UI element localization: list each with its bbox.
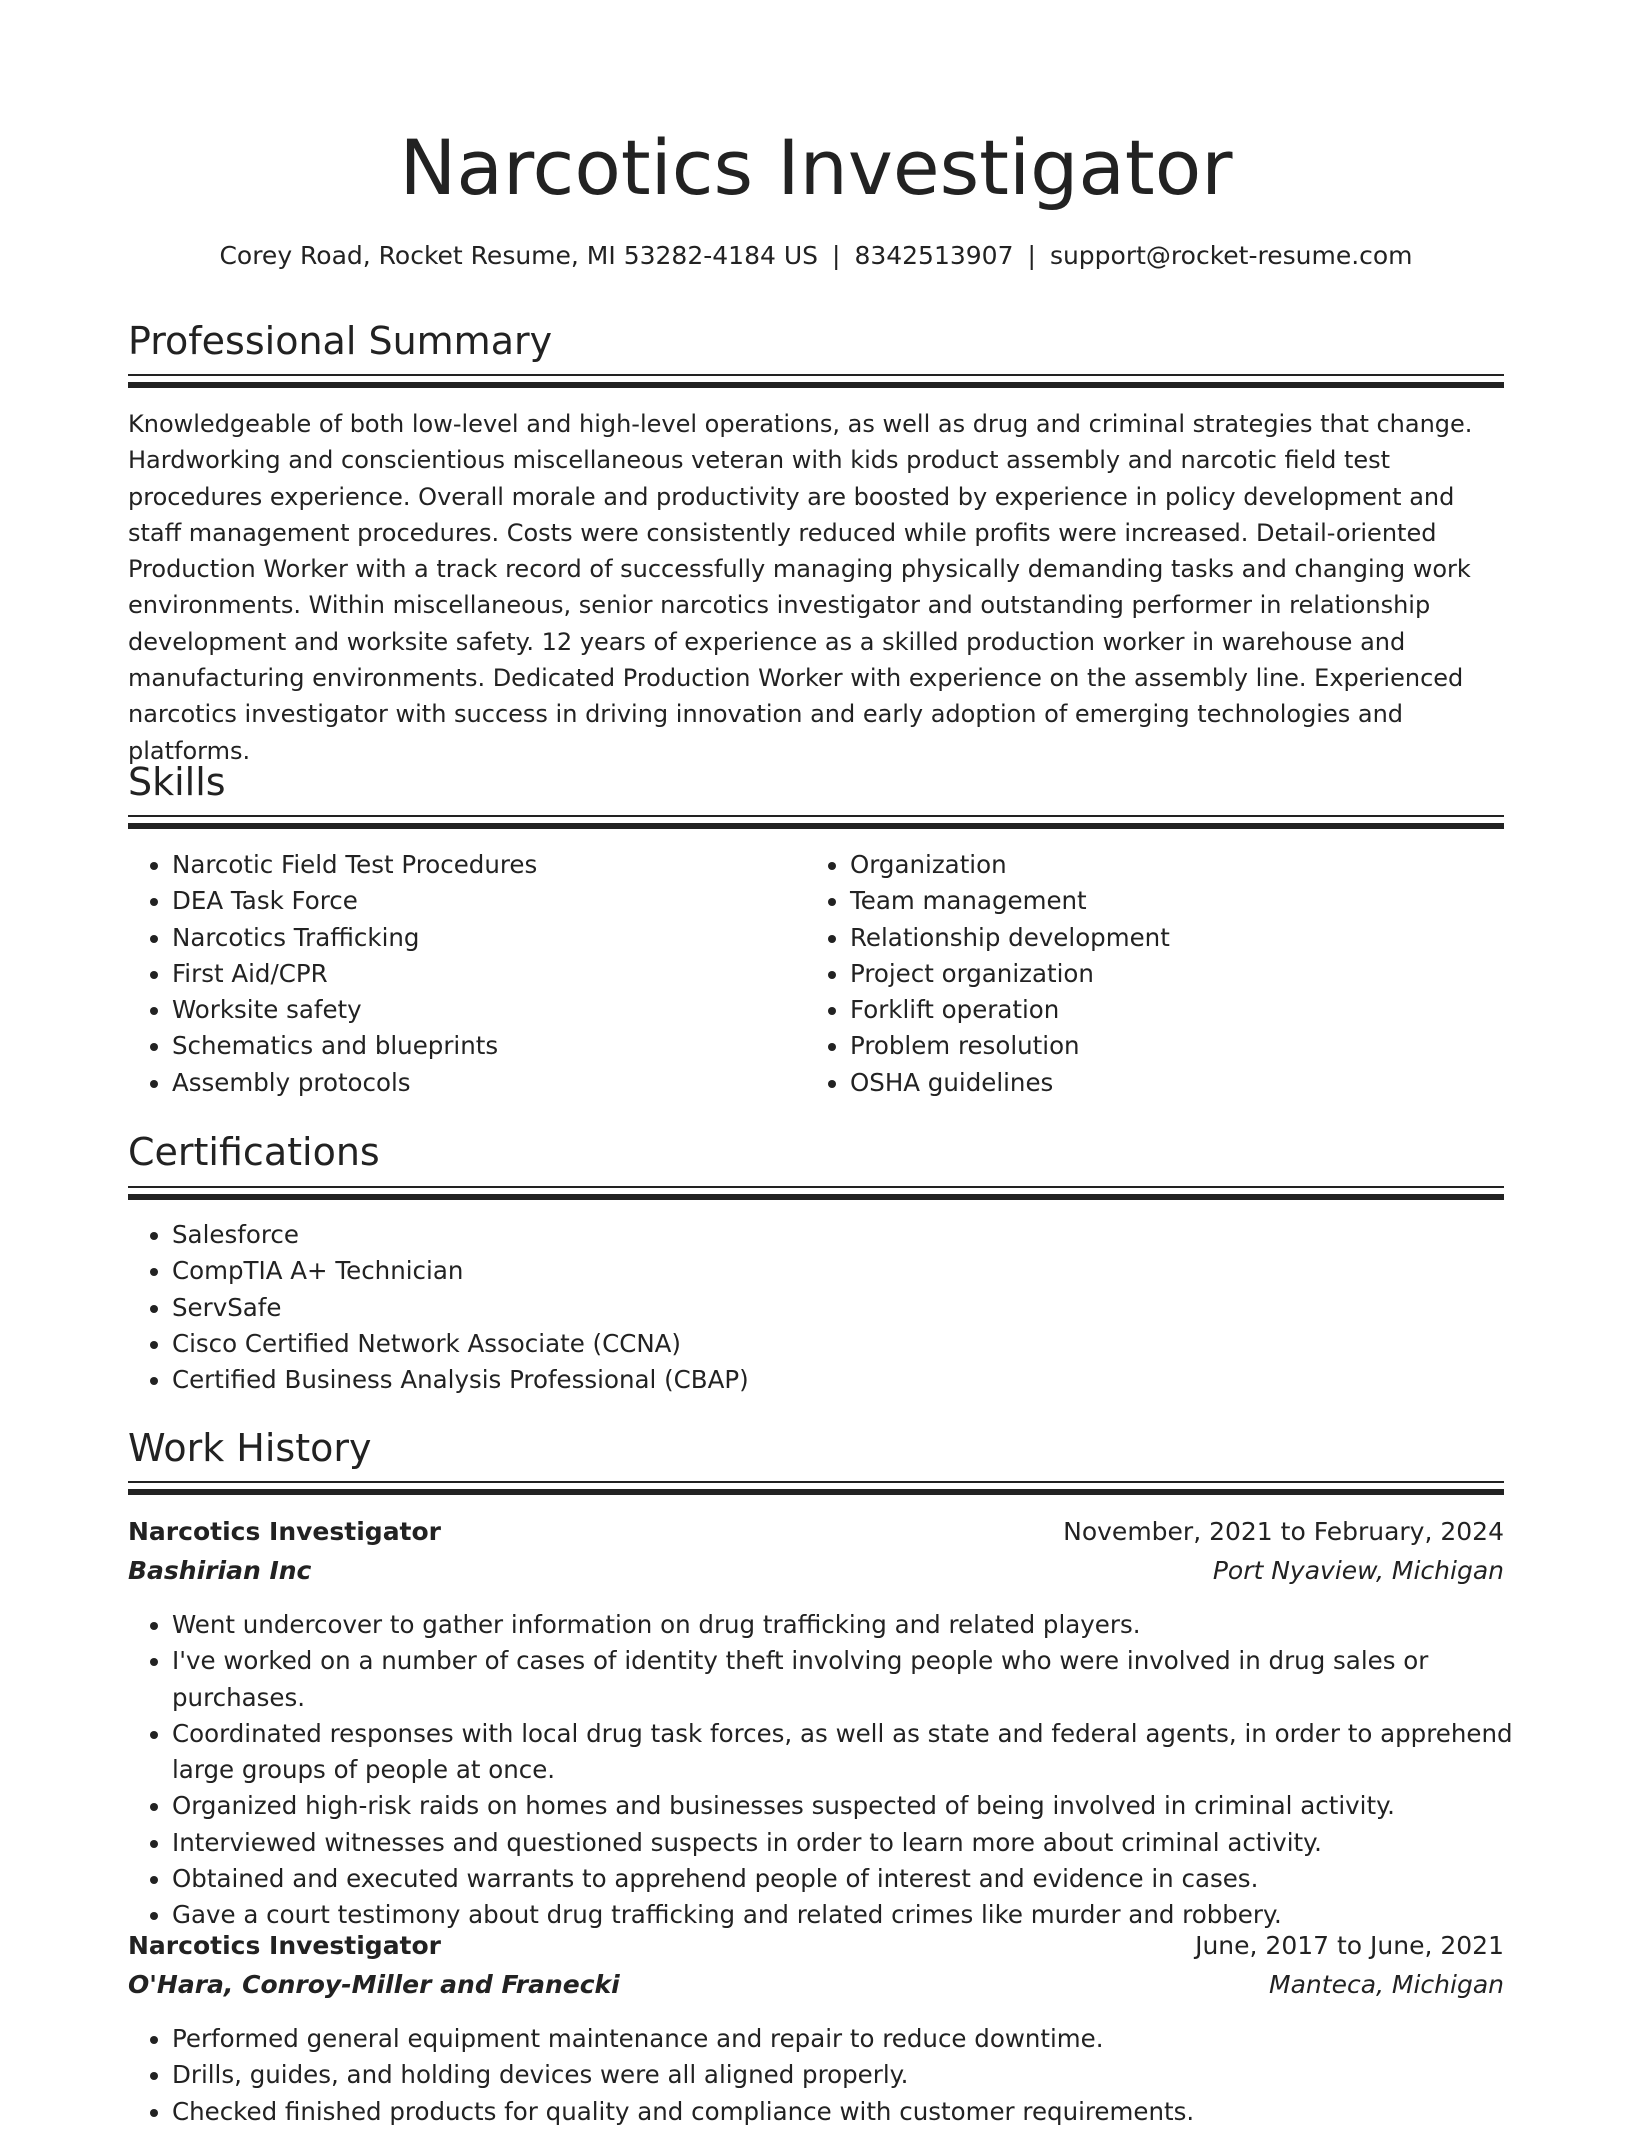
job-bullet: • Gave a court testimony about drug trafficking and related crimes like murder and robbery. <box>172 1897 1548 1933</box>
certifications-list <box>128 1217 1548 1398</box>
skill-item: • First Aid/CPR <box>172 956 792 992</box>
job-title: Narcotics Investigator <box>128 1517 442 1546</box>
job-company: O'Hara, Conroy-Miller and Franecki <box>128 1970 620 1999</box>
contact-email: support@rocket-resume.com <box>1049 241 1413 270</box>
job-bullet: • Organized high-risk raids on homes and businesses suspected of being involved in criminal activity. <box>172 1788 1548 1824</box>
skill-item: • Worksite safety <box>172 992 792 1028</box>
certification-item: • Certified Business Analysis Professional (CBAP) <box>172 1362 1548 1398</box>
job-bullet: • Performed general equipment maintenance and repair to reduce downtime. <box>172 2021 1548 2057</box>
certifications-heading: Certifications <box>128 1130 380 1174</box>
skill-item: • Problem resolution <box>850 1028 1530 1064</box>
section-divider <box>128 1481 1504 1495</box>
work-history-heading: Work History <box>128 1426 372 1470</box>
contact-separator: | <box>832 241 841 270</box>
skill-item: • OSHA guidelines <box>850 1065 1530 1101</box>
job-location: Manteca, Michigan <box>1269 1970 1504 1999</box>
skill-item: • Team management <box>850 883 1530 919</box>
skills-list-right <box>806 847 1530 1101</box>
section-divider <box>128 1186 1504 1200</box>
summary-heading: Professional Summary <box>128 319 553 363</box>
job-dates: June, 2017 to June, 2021 <box>1195 1931 1504 1960</box>
job-bullet: • Interviewed witnesses and questioned suspects in order to learn more about criminal activity. <box>172 1825 1548 1861</box>
skill-item: • DEA Task Force <box>172 883 792 919</box>
certification-item: • CompTIA A+ Technician <box>172 1253 1548 1289</box>
section-divider <box>128 374 1504 388</box>
job-bullet: • Went undercover to gather information on drug trafficking and related players. <box>172 1607 1548 1643</box>
skills-list-left <box>128 847 792 1101</box>
certification-item: • Cisco Certified Network Associate (CCNA) <box>172 1326 1548 1362</box>
skill-item: • Organization <box>850 847 1530 883</box>
skill-item: • Assembly protocols <box>172 1065 792 1101</box>
skills-heading: Skills <box>128 760 226 804</box>
resume-name: Narcotics Investigator <box>399 123 1233 212</box>
job-bullet: • I've worked on a number of cases of identity theft involving people who were involved in drug sales or purchases. <box>172 1643 1548 1716</box>
job-bullet: • Checked finished products for quality and compliance with customer requirements. <box>172 2094 1548 2130</box>
job-bullet: • Obtained and executed warrants to apprehend people of interest and evidence in cases. <box>172 1861 1548 1897</box>
skill-item: • Forklift operation <box>850 992 1530 1028</box>
skill-item: • Schematics and blueprints <box>172 1028 792 1064</box>
contact-address: Corey Road, Rocket Resume, MI 53282-4184 US <box>219 241 818 270</box>
job-title: Narcotics Investigator <box>128 1931 442 1960</box>
job-bullets <box>128 2021 1548 2130</box>
job-company: Bashirian Inc <box>128 1556 312 1585</box>
job-bullets <box>128 1607 1548 1934</box>
skill-item: • Narcotic Field Test Procedures <box>172 847 792 883</box>
job-location: Port Nyaview, Michigan <box>1212 1556 1504 1585</box>
job-dates: November, 2021 to February, 2024 <box>1063 1517 1504 1546</box>
certification-item: • Salesforce <box>172 1217 1548 1253</box>
skill-item: • Project organization <box>850 956 1530 992</box>
skill-item: • Narcotics Trafficking <box>172 920 792 956</box>
section-divider <box>128 815 1504 829</box>
summary-text: Knowledgeable of both low-level and high-level operations, as well as drug and criminal strategies that change. Hardworking and conscientious miscellaneous veteran with kids product assembly and narcotic field test procedures experience. Overall morale and productivity are boosted by experience in policy development and staff management procedures. Costs were consistently reduced while profits were increased. Detail-oriented Production Worker with a track record of successfully managing physically demanding tasks and changing work environments. Within miscellaneous, senior narcotics investigator and outstanding performer in relationship development and worksite safety. 12 years of experience as a skilled production worker in warehouse and manufacturing environments. Dedicated Production Worker with experience on the assembly line. Experienced narcotics investigator with success in driving innovation and early adoption of emerging technologies and platforms. <box>128 410 1473 765</box>
job-bullet: • Coordinated responses with local drug task forces, as well as state and federal agents, in order to apprehend large groups of people at once. <box>172 1716 1548 1789</box>
job-bullet: • Drills, guides, and holding devices were all aligned properly. <box>172 2057 1548 2093</box>
certification-item: • ServSafe <box>172 1290 1548 1326</box>
contact-line <box>128 238 1504 274</box>
contact-phone: 8342513907 <box>854 241 1014 270</box>
skill-item: • Relationship development <box>850 920 1530 956</box>
contact-separator: | <box>1027 241 1036 270</box>
